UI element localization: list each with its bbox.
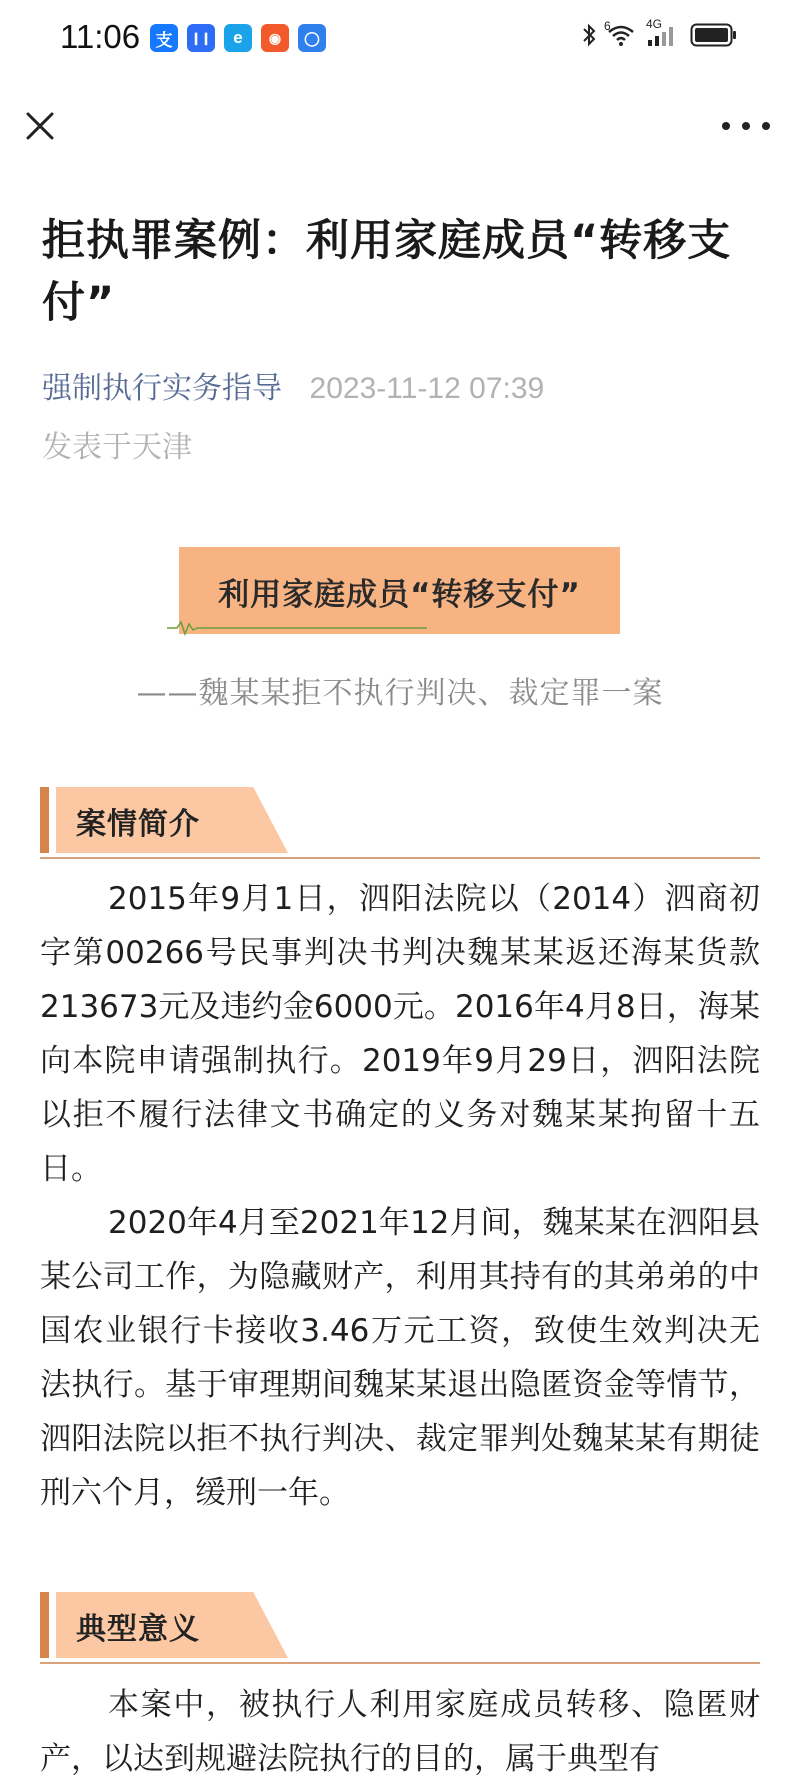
cellular-signal-icon — [646, 17, 680, 48]
section-label: 典型意义 — [76, 1612, 200, 1647]
voice-app-icon: ❙❙ — [187, 24, 215, 52]
publish-date: 2023-11-12 07:39 — [309, 372, 545, 405]
banner-title: 利用家庭成员“转移支付” — [218, 577, 581, 613]
section-accent-bar — [40, 1592, 49, 1658]
wifi-icon — [604, 19, 636, 47]
banner-subtitle: ——魏某某拒不执行判决、裁定罪一案 — [136, 676, 664, 711]
status-bar — [0, 0, 800, 80]
section-divider — [40, 1662, 760, 1664]
red-packet-icon: ◉ — [261, 24, 289, 52]
author-link[interactable]: 强制执行实务指导 — [42, 371, 282, 406]
section-divider — [40, 857, 760, 859]
more-dot-icon — [762, 122, 770, 130]
paragraph: 2015年9月1日，泗阳法院以（2014）泗商初字第00266号民事判决书判决魏某某返还海某货款213673元及违约金6000元。2016年4月8日，海某向本院申请强制执行。2019年9月29日，泗阳法院以拒不履行法律文书确定的义务对魏某某拘留十五日。 — [40, 881, 760, 1187]
system-status — [582, 17, 738, 48]
publish-location: 发表于天津 — [42, 430, 192, 465]
article-title: 拒执罪案例：利用家庭成员“转移支付” — [42, 216, 732, 328]
section-accent-bar — [40, 787, 49, 853]
more-options-button[interactable] — [722, 106, 770, 146]
lightbulb-app-icon: ◯ — [298, 24, 326, 52]
section-header-case-summary — [40, 787, 760, 859]
network-type-label: 4G — [646, 17, 663, 31]
status-time: 11:06 — [60, 18, 141, 55]
battery-icon — [690, 22, 738, 48]
nav-bar — [0, 80, 800, 170]
browser-icon: e — [224, 24, 252, 52]
section-label: 案情简介 — [76, 807, 200, 842]
paragraph: 2020年4月至2021年12月间，魏某某在泗阳县某公司工作，为隐藏财产，利用其持有的其弟弟的中国农业银行卡接收3.46万元工资，致使生效判决无法执行。基于审理期间魏某某退出隐匿资金等情节，泗阳法院以拒不执行判决、裁定罪判处魏某某有期徒刑六个月，缓刑一年。 — [40, 1205, 760, 1511]
close-button[interactable] — [20, 106, 60, 146]
more-dot-icon — [742, 122, 750, 130]
close-icon — [20, 106, 60, 146]
banner-decoration-line — [167, 614, 427, 642]
more-dot-icon — [722, 122, 730, 130]
alipay-icon: 支 — [150, 24, 178, 52]
bluetooth-icon — [582, 23, 596, 47]
status-app-icons — [150, 24, 326, 52]
paragraph: 本案中，被执行人利用家庭成员转移、隐匿财产，以达到规避法院执行的目的，属于典型有 — [40, 1687, 760, 1777]
section-header-significance — [40, 1592, 760, 1664]
wifi-label: 6 — [604, 19, 611, 33]
article-meta — [42, 363, 544, 407]
